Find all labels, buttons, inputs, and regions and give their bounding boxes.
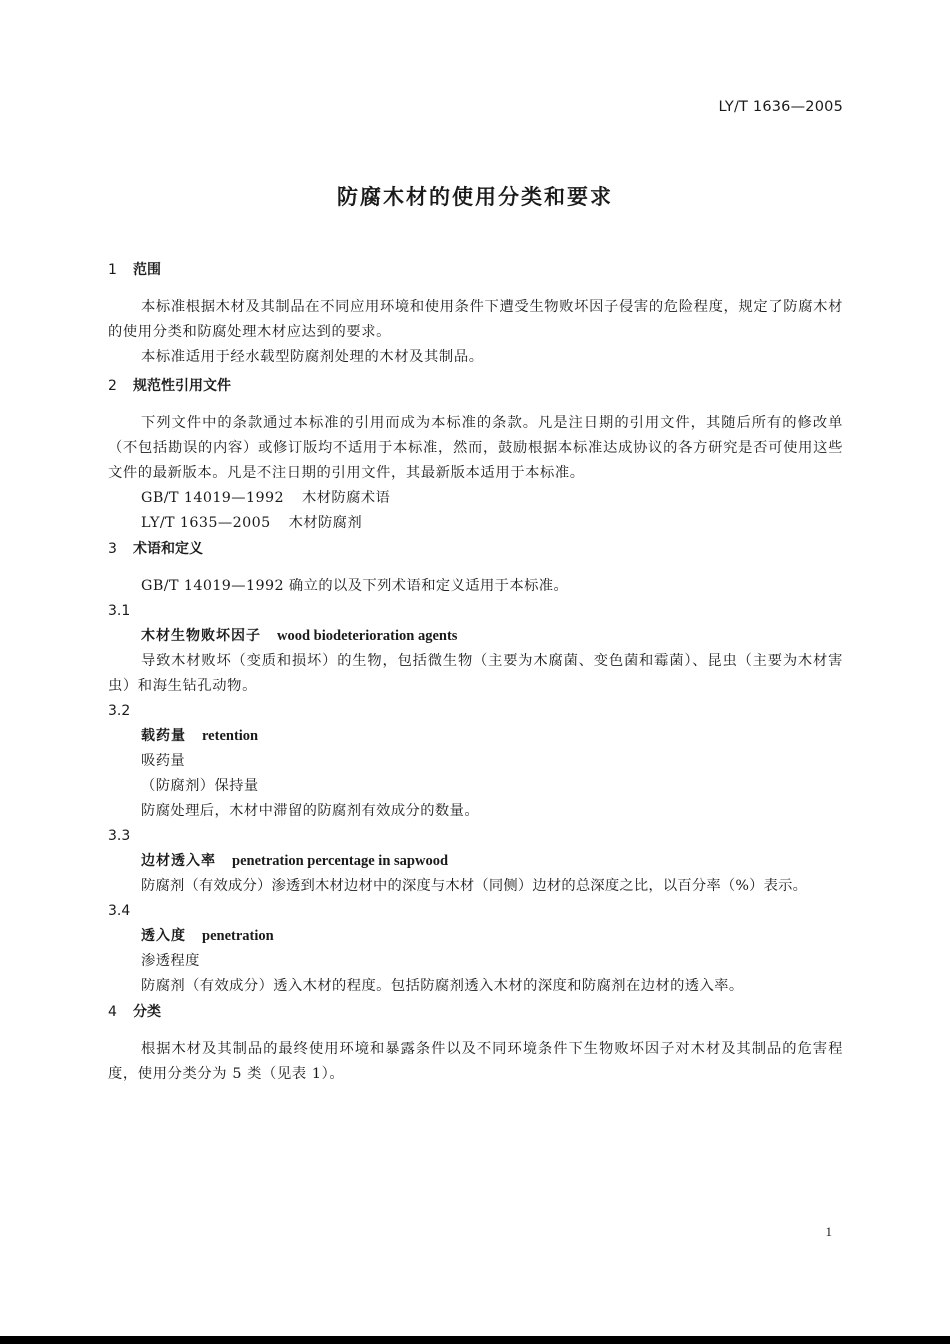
section-3-intro: GB/T 14019—1992 确立的以及下列术语和定义适用于本标准。: [141, 578, 569, 594]
term-definition: 防腐剂（有效成分）透入木材的程度。包括防腐剂透入木材的深度和防腐剂在边材的透入率。: [141, 978, 744, 994]
term-synonym: 渗透程度: [141, 953, 200, 969]
section-title: 分类: [133, 1004, 161, 1020]
section-2-heading: [108, 374, 843, 399]
standard-code: LY/T 1636—2005: [718, 99, 843, 115]
section-1-paragraph-2: 本标准适用于经水载型防腐剂处理的木材及其制品。: [141, 349, 484, 365]
section-3-heading: [108, 537, 843, 562]
term-heading: [108, 724, 843, 749]
term-definition: 导致木材败坏（变质和损坏）的生物，包括微生物（主要为木腐菌、变色菌和霉菌）、昆虫（主要为木材害虫）和海生钻孔动物。: [108, 653, 843, 694]
section-2-paragraph-1: 下列文件中的条款通过本标准的引用而成为本标准的条款。凡是注日期的引用文件，其随后所有的修改单（不包括勘误的内容）或修订版均不适用于本标准，然而，鼓励根据本标准达成协议的各方研究是否可使用这些文件的最新版本。凡是不注日期的引用文件，其最新版本适用于本标准。: [108, 415, 843, 481]
term-english: penetration percentage in sapwood: [232, 853, 449, 869]
section-number: 2: [108, 378, 117, 394]
section-title: 术语和定义: [133, 541, 203, 557]
bottom-border: [0, 1336, 950, 1344]
term-number: 3.2: [108, 703, 131, 719]
term-english: penetration: [202, 928, 274, 944]
term-synonym: 吸药量: [141, 753, 186, 769]
term-heading: [108, 849, 843, 874]
reference-name: 木材防腐术语: [302, 490, 391, 506]
reference-code: GB/T 14019—1992: [141, 490, 284, 506]
term-chinese: 木材生物败坏因子: [141, 628, 261, 644]
term-definition: 防腐处理后，木材中滞留的防腐剂有效成分的数量。: [141, 803, 480, 819]
term-number: 3.4: [108, 903, 131, 919]
page-number: 1: [825, 1224, 832, 1239]
section-title: 规范性引用文件: [133, 378, 231, 394]
term-heading: [108, 924, 843, 949]
term-chinese: 边材透入率: [141, 853, 216, 869]
term-number: 3.1: [108, 603, 131, 619]
term-chinese: 透入度: [141, 928, 186, 944]
reference-name: 木材防腐剂: [288, 515, 363, 531]
reference-code: LY/T 1635—2005: [141, 515, 271, 531]
document-title: 防腐木材的使用分类和要求: [337, 185, 613, 209]
section-1-heading: [108, 258, 843, 283]
section-title: 范围: [133, 262, 161, 278]
term-number: 3.3: [108, 828, 131, 844]
section-4-paragraph-1: 根据木材及其制品的最终使用环境和暴露条件以及不同环境条件下生物败坏因子对木材及其制品的危害程度，使用分类分为 5 类（见表 1）。: [108, 1041, 843, 1082]
section-number: 3: [108, 541, 117, 557]
term-english: retention: [202, 728, 259, 744]
term-chinese: 载药量: [141, 728, 186, 744]
section-4-heading: [108, 1000, 843, 1025]
term-synonym: （防腐剂）保持量: [141, 778, 259, 794]
term-heading: [108, 624, 843, 649]
reference-item: [108, 486, 843, 511]
section-1-paragraph-1: 本标准根据木材及其制品在不同应用环境和使用条件下遭受生物败坏因子侵害的危险程度，规定了防腐木材的使用分类和防腐处理木材应达到的要求。: [108, 299, 843, 340]
reference-item: [108, 511, 843, 536]
section-number: 1: [108, 262, 117, 278]
document-body: [108, 258, 843, 1087]
term-english: wood biodeterioration agents: [277, 628, 458, 644]
term-definition: 防腐剂（有效成分）渗透到木材边材中的深度与木材（同侧）边材的总深度之比，以百分率（%）表示。: [141, 878, 808, 894]
section-number: 4: [108, 1004, 117, 1020]
